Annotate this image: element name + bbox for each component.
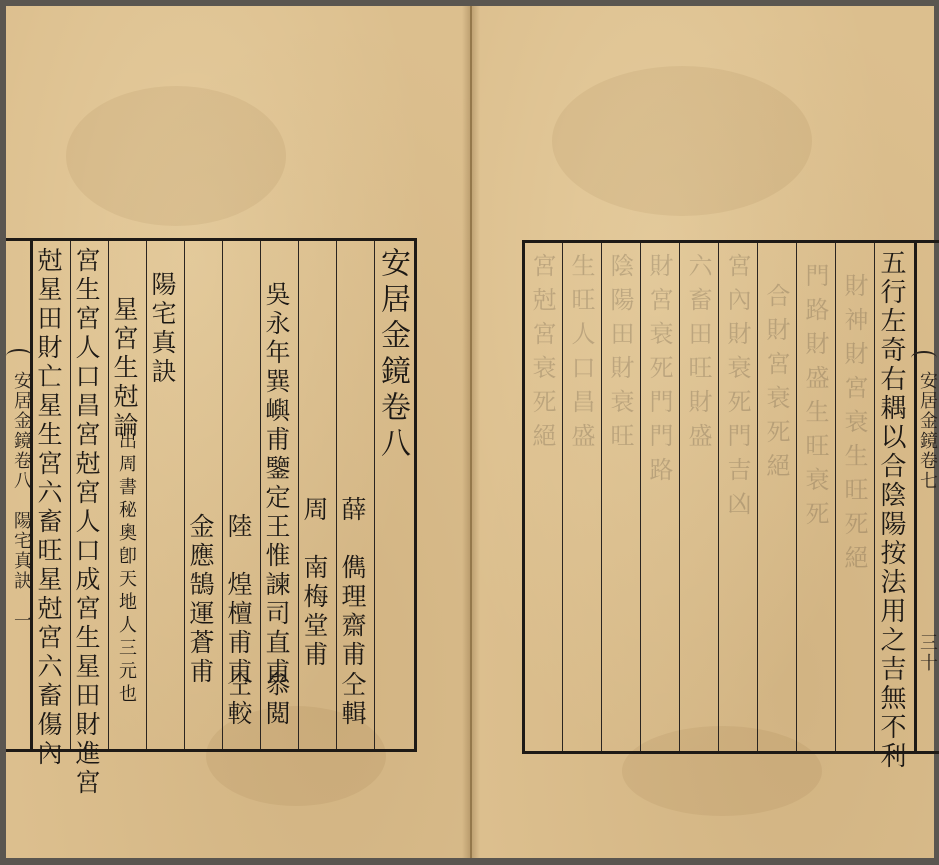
body-line-1: 宮生宮人口昌宮尅宮人口成宮生星田財進宮 [72,247,101,798]
fold-fishtail-mark-right [911,351,937,365]
bleed-line-9: 宮尅宮衰死絕 [528,253,556,457]
credit-role-4: 仝較 [224,671,253,729]
right-first-line: 五行左奇右耦以合陰陽按法用之吉無不利 [876,249,906,771]
credit-role-3: 叅閲 [262,671,291,729]
editor-credit: 吳永年巽嶼甫鑒定 [262,281,291,513]
bleed-line-2: 門路財盛生旺衰死 [801,263,829,535]
credit-name-1: 薛 儁理齋甫 [338,496,367,670]
bleed-line-1: 財神財宮衰生旺死絕 [840,273,868,579]
left-fold-text: 安居金鏡卷八 陽宅真訣 一 [11,371,32,631]
credit-role-1: 仝輯 [338,671,367,729]
bleed-line-5: 六畜田旺財盛 [684,253,712,457]
credit-name-2: 周 南梅堂甫 [300,496,329,670]
bleed-line-8: 生旺人口昌盛 [567,253,595,457]
right-fold-number: 三十 [917,633,938,673]
bleed-line-7: 陰陽田財衰旺 [606,253,634,457]
bleed-line-6: 財宮衰死門門路 [645,253,673,491]
book-gutter [462,6,480,858]
credit-name-4: 陸 煌檀甫甫 [224,513,253,687]
bleed-line-3: 合財宮衰死絕 [762,283,790,487]
right-text-frame [522,240,917,771]
chapter-heading-note: 出周書秘奧卽天地人三元也 [116,431,137,707]
body-line-2: 尅星田財亡星生宮六畜旺星尅宮六畜傷內 [34,247,63,769]
chapter-heading: 星宮生尅論 [110,296,139,441]
left-text-frame [30,238,417,798]
bleed-line-4: 宮內財衰死門吉凶 [723,253,751,525]
credit-name-5: 金應鵠運蒼甫 [186,513,215,687]
section-title: 陽宅真訣 [148,271,177,387]
fold-fishtail-mark [6,349,32,363]
right-fold-strip [910,240,939,754]
volume-title: 安居金鏡卷八 [375,247,410,463]
credit-name-3: 王惟諫司直甫 [262,513,291,687]
right-fold-text: 安居金鏡卷七 [917,371,938,491]
